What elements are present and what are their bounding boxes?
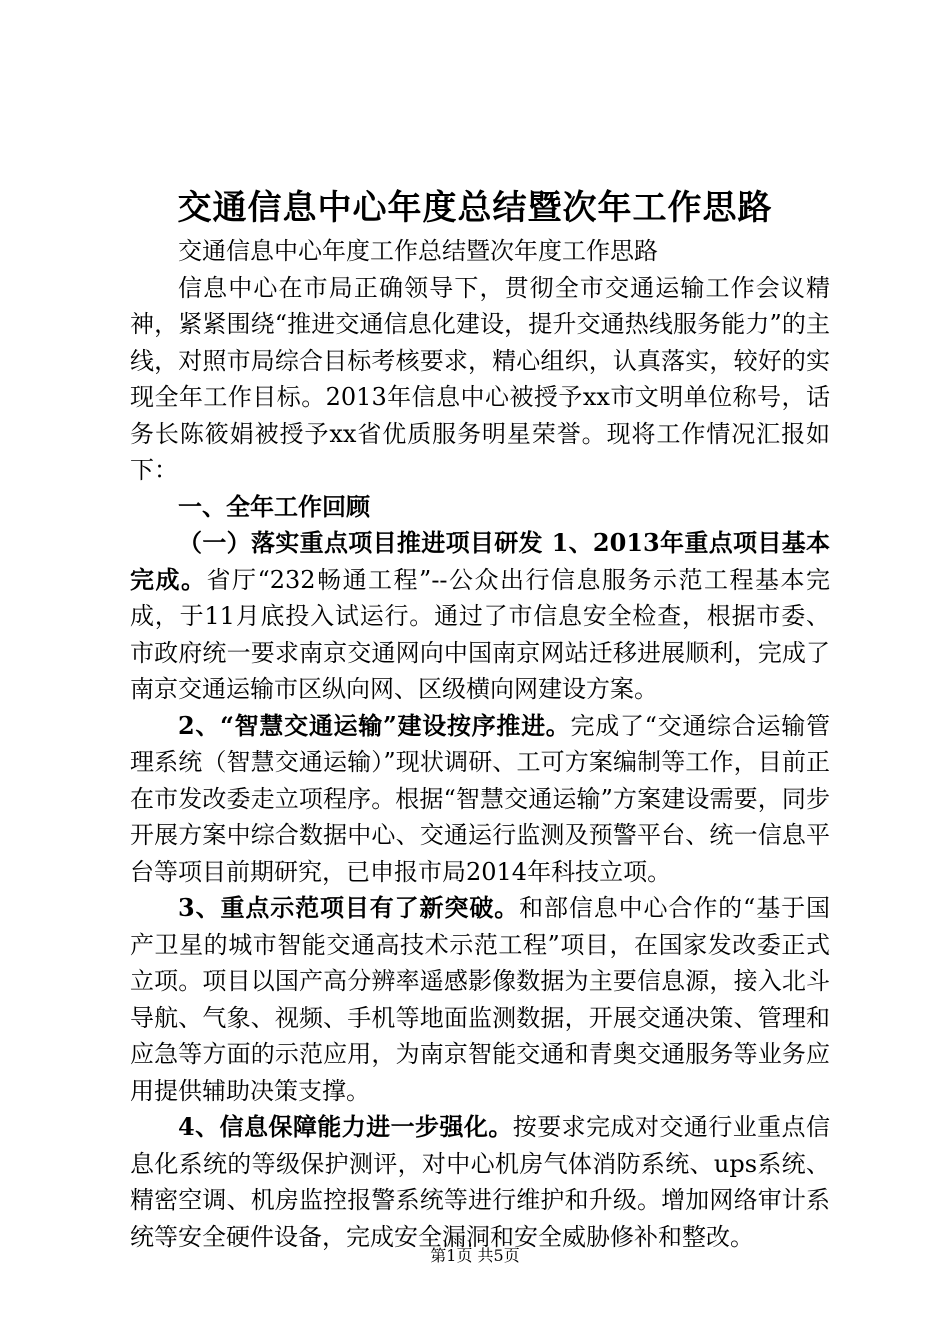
item-2-text: 完成了“交通综合运输管理系统（智慧交通运输）”现状调研、工可方案编制等工作，目前正在市发改委走立项程序。根据“智慧交通运输”方案建设需要，同步开展方案中综合数据中心、交通运行监测及预警平台、统一信息平台等项目前期研究，已申报市局2014年科技立项。 xyxy=(130,711,830,886)
item-3-text: 和部信息中心合作的“基于国产卫星的城市智能交通高技术示范工程”项目，在国家发改委正式立项。项目以国产高分辨率遥感影像数据为主要信息源，接入北斗导航、气象、视频、手机等地面监测数据，开展交通决策、管理和应急等方面的示范应用，为南京智能交通和青奥交通服务等业务应用提供辅助决策支撑。 xyxy=(130,894,830,1105)
intro-paragraph: 信息中心在市局正确领导下，贯彻全市交通运输工作会议精神，紧紧围绕“推进交通信息化建设，提升交通热线服务能力”的主线，对照市局综合目标考核要求，精心组织，认真落实，较好的实现全年工作目标。2013年信息中心被授予xx市文明单位称号，话务长陈筱娟被授予xx省优质服务明星荣誉。现将工作情况汇报如下： xyxy=(130,273,830,484)
item-3-heading: 3、重点示范项目有了新突破。 xyxy=(178,893,520,922)
item-2-heading: 2、“智慧交通运输”建设按序推进。 xyxy=(178,710,571,740)
section-heading: 一、全年工作回顾 xyxy=(178,491,370,521)
document-subtitle: 交通信息中心年度工作总结暨次年度工作思路 xyxy=(178,237,658,265)
item-1-paragraph xyxy=(130,525,830,708)
item-2-paragraph xyxy=(130,708,830,891)
item-4-text: 按要求完成对交通行业重点信息化系统的等级保护测评，对中心机房气体消防系统、ups系统、精密空调、机房监控报警系统等进行维护和升级。增加网络审计系统等安全硬件设备，完成安全漏洞和安全威胁修补和整改。 xyxy=(130,1113,830,1251)
document-title: 交通信息中心年度总结暨次年工作思路 xyxy=(177,188,773,228)
item-4-heading: 4、信息保障能力进一步强化。 xyxy=(178,1112,513,1141)
item-1-heading: （一）落实重点项目推进项目研发 1、2013年重点项目基本完成。 xyxy=(130,528,830,594)
document-body xyxy=(130,233,830,1255)
item-4-paragraph xyxy=(130,1109,830,1255)
page-footer: 第1页 共5页 xyxy=(430,1246,520,1265)
item-1-text: 省厅“232畅通工程”--公众出行信息服务示范工程基本完成，于11月底投入试运行。通过了市信息安全检查，根据市委、市政府统一要求南京交通网向中国南京网站迁移进展顺利，完成了南京交通运输市区纵向网、区级横向网建设方案。 xyxy=(130,565,830,703)
item-3-paragraph xyxy=(130,890,830,1109)
